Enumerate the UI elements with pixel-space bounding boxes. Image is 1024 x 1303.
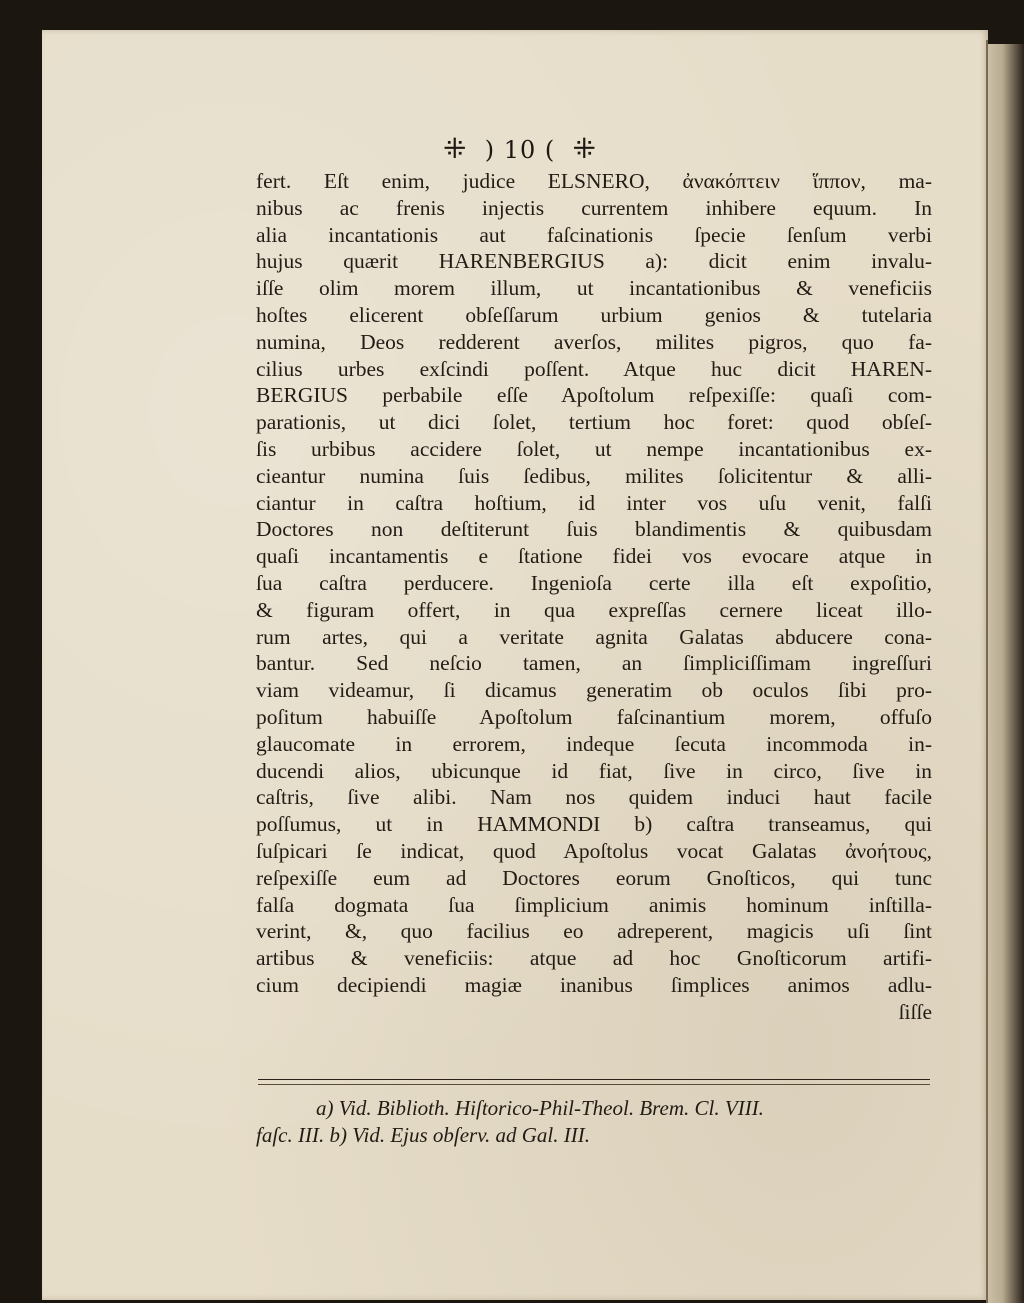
text-line: poſitum habuiſſe Apoſtolum faſcinantium morem, offuſo [256, 704, 932, 729]
text-line: falſa dogmata ſua ſimplicium animis hominum inſtilla- [256, 892, 932, 917]
text-line: artibus & veneficiis: atque ad hoc Gnoſticorum artifi- [256, 946, 932, 971]
text-line: hoſtes elicerent obſeſſarum urbium genios & tutelaria [256, 302, 932, 327]
text-line: verint, &, quo facilius eo adreperent, magicis uſi ſint [256, 919, 932, 944]
text-line: ducendi alios, ubicunque id fiat, ſive in circo, ſive in [256, 758, 932, 783]
text-line: parationis, ut dici ſolet, tertium hoc foret: quod obſeſ- [256, 410, 932, 435]
text-line: ſua caſtra perducere. Ingenioſa certe illa eſt expoſitio, [256, 570, 932, 595]
text-line: nibus ac frenis injectis currentem inhibere equum. In [256, 195, 932, 220]
text-line: caſtris, ſive alibi. Nam nos quidem induci haut facile [256, 785, 932, 810]
body-text [256, 168, 932, 1026]
next-page-edge [988, 44, 1024, 1303]
text-line: cieantur numina ſuis ſedibus, milites ſolicitentur & alli- [256, 463, 932, 488]
text-line: fert. Eſt enim, judice ELSNERO, ἀνακόπτειν ἵππον, ma- [256, 169, 932, 193]
text-line: viam videamur, ſi dicamus generatim ob oculos ſibi pro- [256, 678, 932, 703]
text-line: glaucomate in errorem, indeque ſecuta incommoda in- [256, 731, 932, 756]
text-line: bantur. Sed neſcio tamen, an ſimpliciſſimam ingreſſuri [256, 651, 932, 676]
text-line: rum artes, qui a veritate agnita Galatas abducere cona- [256, 624, 932, 649]
left-ornament-icon: ⁜ [443, 132, 468, 165]
catchword: ſiſſe [898, 999, 932, 1024]
footnote-rule-secondary [258, 1084, 930, 1085]
text-line: iſſe olim morem illum, ut incantationibus & veneficiis [256, 276, 932, 301]
text-line: Doctores non deſtiterunt ſuis blandimentis & quibusdam [256, 517, 932, 542]
text-line: numina, Deos redderent averſos, milites pigros, quo fa- [256, 329, 932, 354]
text-line: ſuſpicari ſe indicat, quod Apoſtolus vocat Galatas ἀνοήτους, [256, 838, 932, 863]
text-line: cilius urbes exſcindi poſſent. Atque huc dicit HAREN- [256, 356, 932, 381]
page-number: ) 10 ( [484, 136, 556, 164]
text-line: poſſumus, ut in HAMMONDI b) caſtra transeamus, qui [256, 812, 932, 837]
text-line: & figuram offert, in qua expreſſas cernere liceat illo- [256, 597, 932, 622]
text-line: quaſi incantamentis e ſtatione fidei vos evocare atque in [256, 544, 932, 569]
text-line: hujus quærit HARENBERGIUS a): dicit enim invalu- [256, 249, 932, 274]
right-ornament-icon: ⁜ [572, 132, 597, 165]
footnote-b: faſc. III. b) Vid. Ejus obſerv. ad Gal. III. [256, 1123, 590, 1147]
running-header [443, 132, 597, 165]
footnote-rule [258, 1079, 930, 1080]
footnote-a: a) Vid. Biblioth. Hiſtorico-Phil-Theol. Brem. Cl. VIII. [316, 1096, 764, 1120]
text-line: ciantur in caſtra hoſtium, id inter vos uſu venit, falſi [256, 490, 932, 515]
footnotes [256, 1095, 932, 1149]
text-line: ſis urbibus accidere ſolet, ut nempe incantationibus ex- [256, 436, 932, 461]
text-line: alia incantationis aut faſcinationis ſpecie ſenſum verbi [256, 222, 932, 247]
text-line: BERGIUS perbabile eſſe Apoſtolum reſpexiſſe: quaſi com- [256, 383, 932, 408]
text-line: reſpexiſſe eum ad Doctores eorum Gnoſticos, qui tunc [256, 865, 932, 890]
text-line: cium decipiendi magiæ inanibus ſimplices animos adlu- [256, 972, 932, 997]
